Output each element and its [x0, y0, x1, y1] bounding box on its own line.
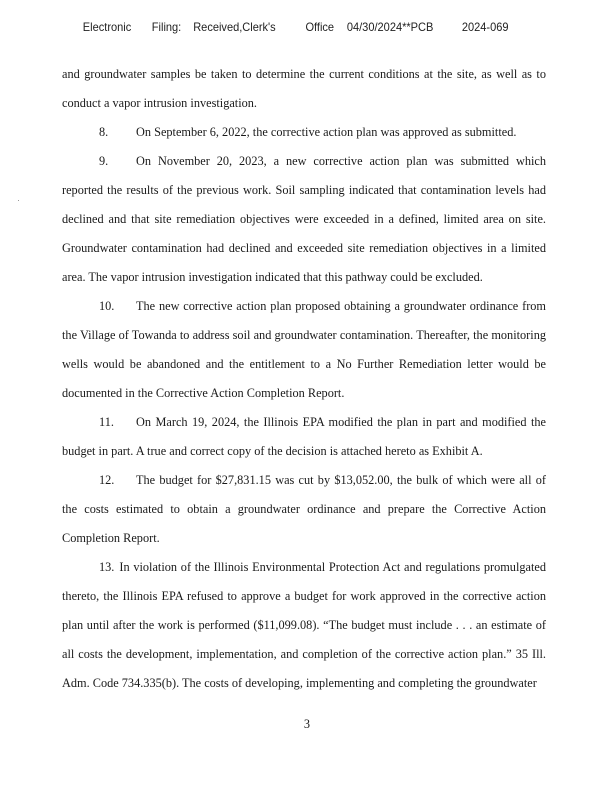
- paragraph-continuation: and groundwater samples be taken to determine the current conditions at the site, as well as to conduct a vapor intrusion investigation.: [62, 67, 546, 110]
- paragraph-number: 11.: [99, 415, 114, 429]
- page-number: 3: [303, 717, 311, 731]
- paragraph-12: [62, 466, 546, 553]
- paragraph-text: On November 20, 2023, a new corrective action plan was submitted which reported the results of the previous work. Soil sampling indicated that contamination levels had declined and that site remediation objectives were exceeded in a defined, limited area on site. Groundwater contamination had declined and exceeded site remediation objectives in a limited area. The vapor intrusion investigation indicated that this pathway could be excluded.: [62, 154, 546, 284]
- paragraph-number: 12.: [99, 473, 115, 487]
- paragraph-text: On March 19, 2024, the Illinois EPA modified the plan in part and modified the budget in part. A true and correct copy of the decision is attached hereto as Exhibit A.: [62, 415, 546, 458]
- paragraph-text: The new corrective action plan proposed obtaining a groundwater ordinance from the Village of Towanda to address soil and groundwater contamination. Thereafter, the monitoring wells would be abandoned and the entitlement to a No Further Remediation letter would be documented in the Corrective Action Completion Report.: [62, 299, 546, 400]
- stamp-received: Received,Clerk's: [193, 20, 276, 34]
- paragraph-9: [62, 147, 546, 292]
- paragraph-text: The budget for $27,831.15 was cut by $13,052.00, the bulk of which were all of the costs estimated to obtain a groundwater ordinance and prepare the Corrective Action Completion Report.: [62, 473, 546, 545]
- paragraph-number: 13.: [99, 560, 115, 574]
- stamp-date: 04/30/2024**PCB: [346, 20, 434, 34]
- stamp-office: Office: [305, 20, 335, 34]
- stamp-docket: 2024-069: [461, 20, 509, 34]
- paragraph-13: [62, 553, 546, 698]
- paragraph-8: [62, 118, 546, 147]
- stamp-filing: Filing:: [151, 20, 182, 34]
- paragraph-11: [62, 408, 546, 466]
- paragraph-number: 8.: [99, 125, 109, 139]
- scan-speck: [18, 200, 19, 201]
- document-body: [62, 60, 546, 698]
- paragraph-text: In violation of the Illinois Environmental Protection Act and regulations promulgated thereto, the Illinois EPA refused to approve a budget for work approved in the corrective action plan until after the work is performed ($11,099.08). “The budget must include . . . an estimate of all costs the development, implementation, and completion of the corrective action plan.” 35 Ill. Adm. Code 734.335(b). The costs of developing, implementing and completing the groundwater: [62, 560, 546, 690]
- paragraph-text: On September 6, 2022, the corrective action plan was approved as submitted.: [136, 125, 517, 139]
- paragraph-number: 10.: [99, 299, 115, 313]
- paragraph-number: 9.: [99, 154, 109, 168]
- stamp-electronic: Electronic: [82, 20, 132, 34]
- paragraph-10: [62, 292, 546, 408]
